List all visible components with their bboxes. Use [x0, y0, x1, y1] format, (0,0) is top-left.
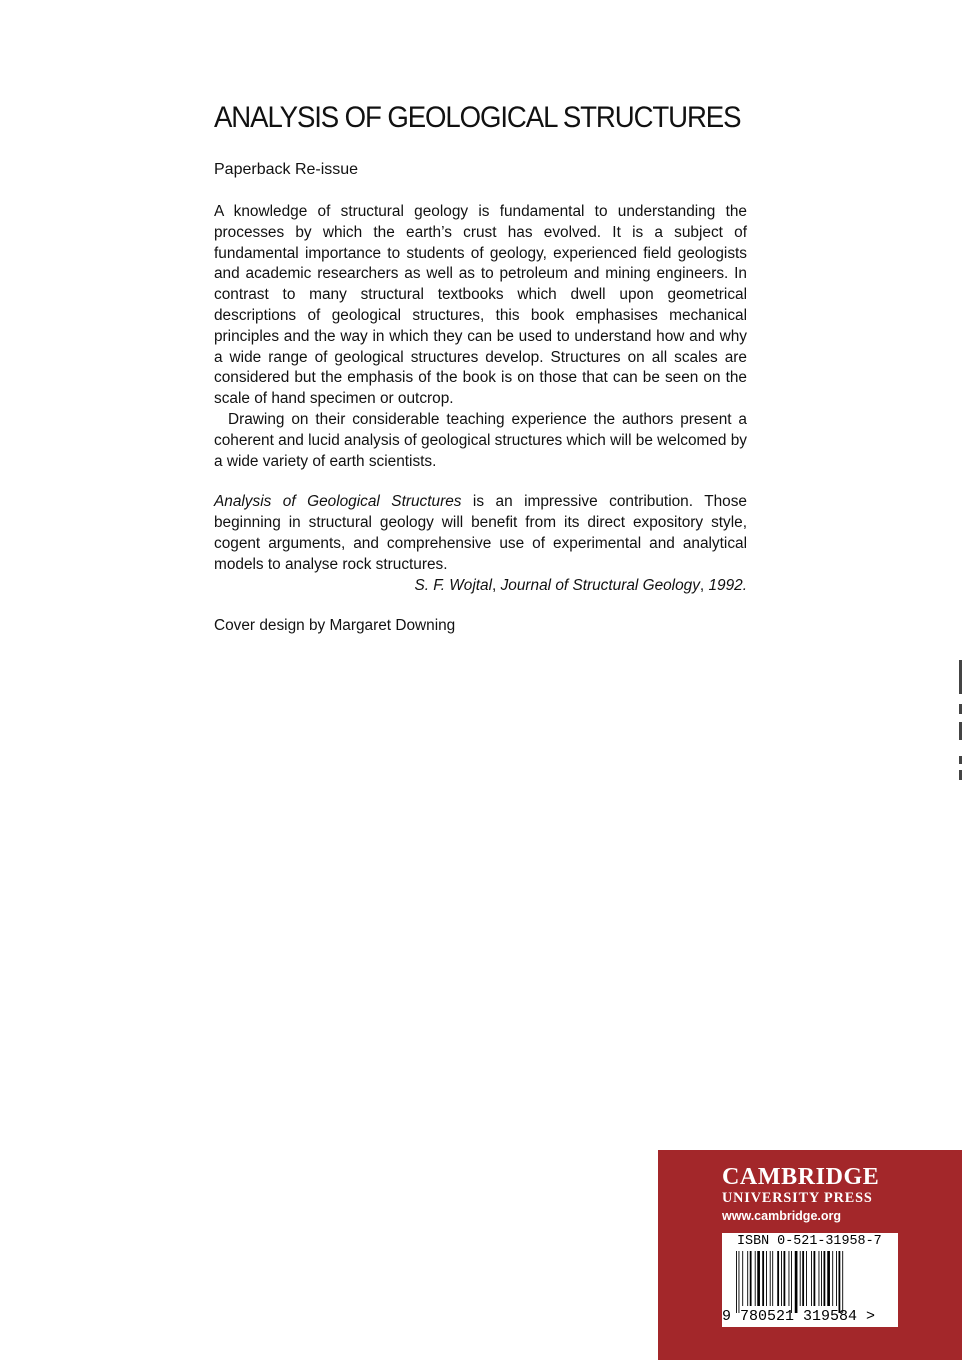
book-title: ANALYSIS OF GEOLOGICAL STRUCTURES [214, 101, 741, 134]
barcode-bar [814, 1251, 816, 1306]
barcode-bar [839, 1251, 841, 1313]
barcode-bar [791, 1251, 792, 1313]
publisher-logo: CAMBRIDGE [722, 1164, 880, 1190]
barcode-bar [789, 1251, 790, 1306]
barcode-bar [795, 1251, 798, 1313]
review-book-title: Analysis of Geological Structures [214, 493, 462, 511]
review-quote [214, 492, 747, 575]
back-cover-text [214, 100, 747, 653]
barcode-bar [802, 1251, 804, 1306]
reviewer-name: S. F. Wojtal [414, 576, 493, 594]
publisher-website[interactable]: www.cambridge.org [722, 1209, 842, 1223]
barcode-bar [750, 1251, 752, 1306]
barcode-bar [770, 1251, 771, 1306]
barcode-digits: 9 780521 319584 > [722, 1308, 876, 1325]
barcode-bar [784, 1251, 786, 1306]
cover-design-credit: Cover design by Margaret Downing [214, 617, 456, 635]
barcode-bar [747, 1251, 748, 1306]
barcode-bar [811, 1251, 812, 1306]
barcode-bar [766, 1251, 767, 1306]
barcode-panel [722, 1233, 898, 1327]
barcode-bar [762, 1251, 764, 1306]
barcode-bar [777, 1251, 779, 1306]
barcode-bar [836, 1251, 837, 1306]
review-year: 1992. [708, 576, 747, 594]
barcode-bar [800, 1251, 801, 1306]
barcode-bar [736, 1251, 737, 1313]
barcode-bar [819, 1251, 820, 1306]
barcode-bar [832, 1251, 833, 1306]
barcode-bar [827, 1251, 830, 1306]
barcode-bar [739, 1251, 740, 1313]
journal-name: Journal of Structural Geology [500, 576, 700, 594]
barcode-bar [755, 1251, 756, 1306]
publisher-subtitle: UNIVERSITY PRESS [722, 1190, 873, 1206]
review-citation: S. F. Wojtal, Journal of Structural Geology, 1992. [414, 576, 747, 594]
barcode-bar [781, 1251, 782, 1306]
publisher-block [658, 1150, 962, 1360]
description-paragraph-1: A knowledge of structural geology is fundamental to understanding the processes by which the earth’s crust has evolved. It is a subject of fundamental importance to students of geology, experienced field geologists and academic researchers as well as to petroleum and mining engineers. In contrast to many structural textbooks which dwell upon geometrical descriptions of geological structures, this book emphasises mechanical principles and the way in which they can be used to understand how and why a wide range of geological structures develop. Structures on all scales are considered but the emphasis of the book is on those that can be seen on the scale of hand specimen or outcrop. [214, 203, 747, 408]
barcode-bar [824, 1251, 826, 1306]
barcode-bar [821, 1251, 822, 1306]
barcode-bar [806, 1251, 807, 1306]
barcode-bar [772, 1251, 773, 1306]
barcode-bar [842, 1251, 843, 1313]
barcode-bar [757, 1251, 760, 1306]
edition-label: Paperback Re-issue [214, 161, 359, 178]
description-paragraph-2: Drawing on their considerable teaching experience the authors present a coherent and lucid analysis of geological structures which will be welcomed by a wide variety of earth scientists. [214, 410, 747, 470]
barcode-bar [742, 1251, 743, 1306]
review-text: is an impressive contribution. Those beginning in structural geology will benefit from its direct expository style, cogent arguments, and comprehensive use of experimental and analytical models to analyse rock structures. [214, 493, 747, 573]
isbn-label: ISBN 0-521-31958-7 [737, 1234, 882, 1249]
